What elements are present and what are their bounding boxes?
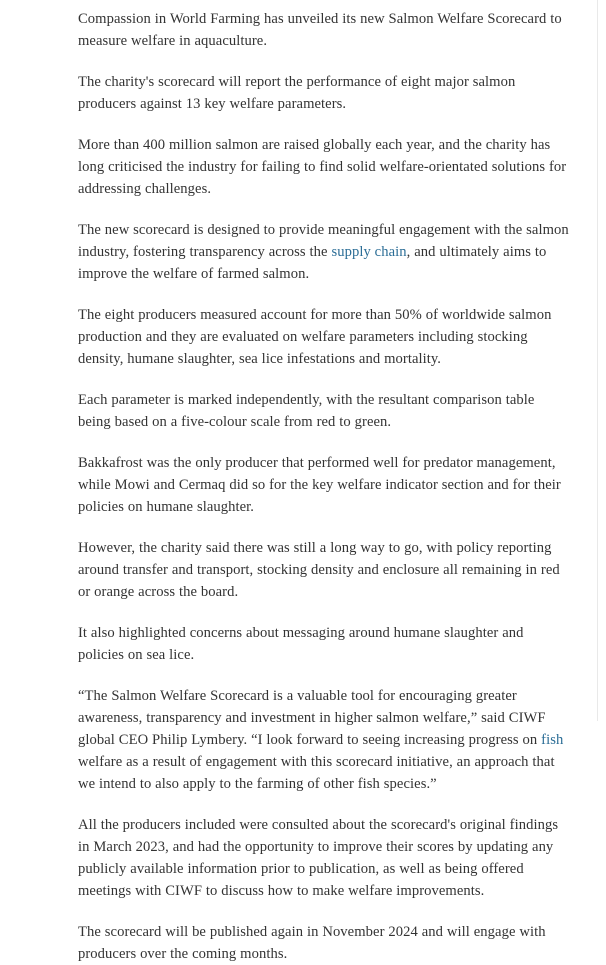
paragraph-text-after-link: , and ultimately aims to improve the welfare of farmed salmon. (78, 244, 547, 282)
article-quote-paragraph-with-link (78, 685, 570, 795)
right-column-divider (597, 0, 598, 721)
article-paragraph: The charity's scorecard will report the performance of eight major salmon producers against 13 key welfare parameters. (78, 74, 516, 112)
paragraph-text-before-link: The new scorecard is designed to provide meaningful engagement with the salmon industry, fostering transparency across the (78, 222, 569, 260)
article-paragraph: More than 400 million salmon are raised globally each year, and the charity has long criticised the industry for failing to find solid welfare-orientated solutions for addressing challenges. (78, 137, 567, 197)
quote-text-after-link: welfare as a result of engagement with this scorecard initiative, an approach that we intend to also apply to the farming of other fish species.” (78, 754, 555, 792)
fish-link[interactable]: fish (541, 732, 564, 748)
article-body (78, 0, 570, 965)
article-paragraph: Each parameter is marked independently, with the resultant comparison table being based on a five-colour scale from red to green. (78, 392, 535, 430)
article-paragraph: The scorecard will be published again in November 2024 and will engage with producers over the coming months. (78, 924, 546, 962)
article-paragraph: However, the charity said there was still a long way to go, with policy reporting around transfer and transport, stocking density and enclosure all remaining in red or orange across the board. (78, 540, 560, 600)
supply-chain-link[interactable]: supply chain (331, 244, 407, 260)
quote-text-before-link: “The Salmon Welfare Scorecard is a valuable tool for encouraging greater awareness, transparency and investment in higher salmon welfare,” said CIWF global CEO Philip Lymbery. “I look forward to seeing increasing progress on (78, 688, 546, 748)
article-paragraph: Compassion in World Farming has unveiled its new Salmon Welfare Scorecard to measure welfare in aquaculture. (78, 11, 562, 49)
article-paragraph: The eight producers measured account for more than 50% of worldwide salmon production and they are evaluated on welfare parameters including stocking density, humane slaughter, sea lice infestations and mortality. (78, 307, 552, 367)
article-paragraph: It also highlighted concerns about messaging around humane slaughter and policies on sea lice. (78, 625, 524, 663)
article-paragraph: All the producers included were consulted about the scorecard's original findings in March 2023, and had the opportunity to improve their scores by updating any publicly available information prior to publication, as well as being offered meetings with CIWF to discuss how to make welfare improvements. (78, 817, 559, 899)
article-paragraph: Bakkafrost was the only producer that performed well for predator management, while Mowi and Cermaq did so for the key welfare indicator section and for their policies on humane slaughter. (78, 455, 561, 515)
article-paragraph-with-link (78, 219, 570, 285)
